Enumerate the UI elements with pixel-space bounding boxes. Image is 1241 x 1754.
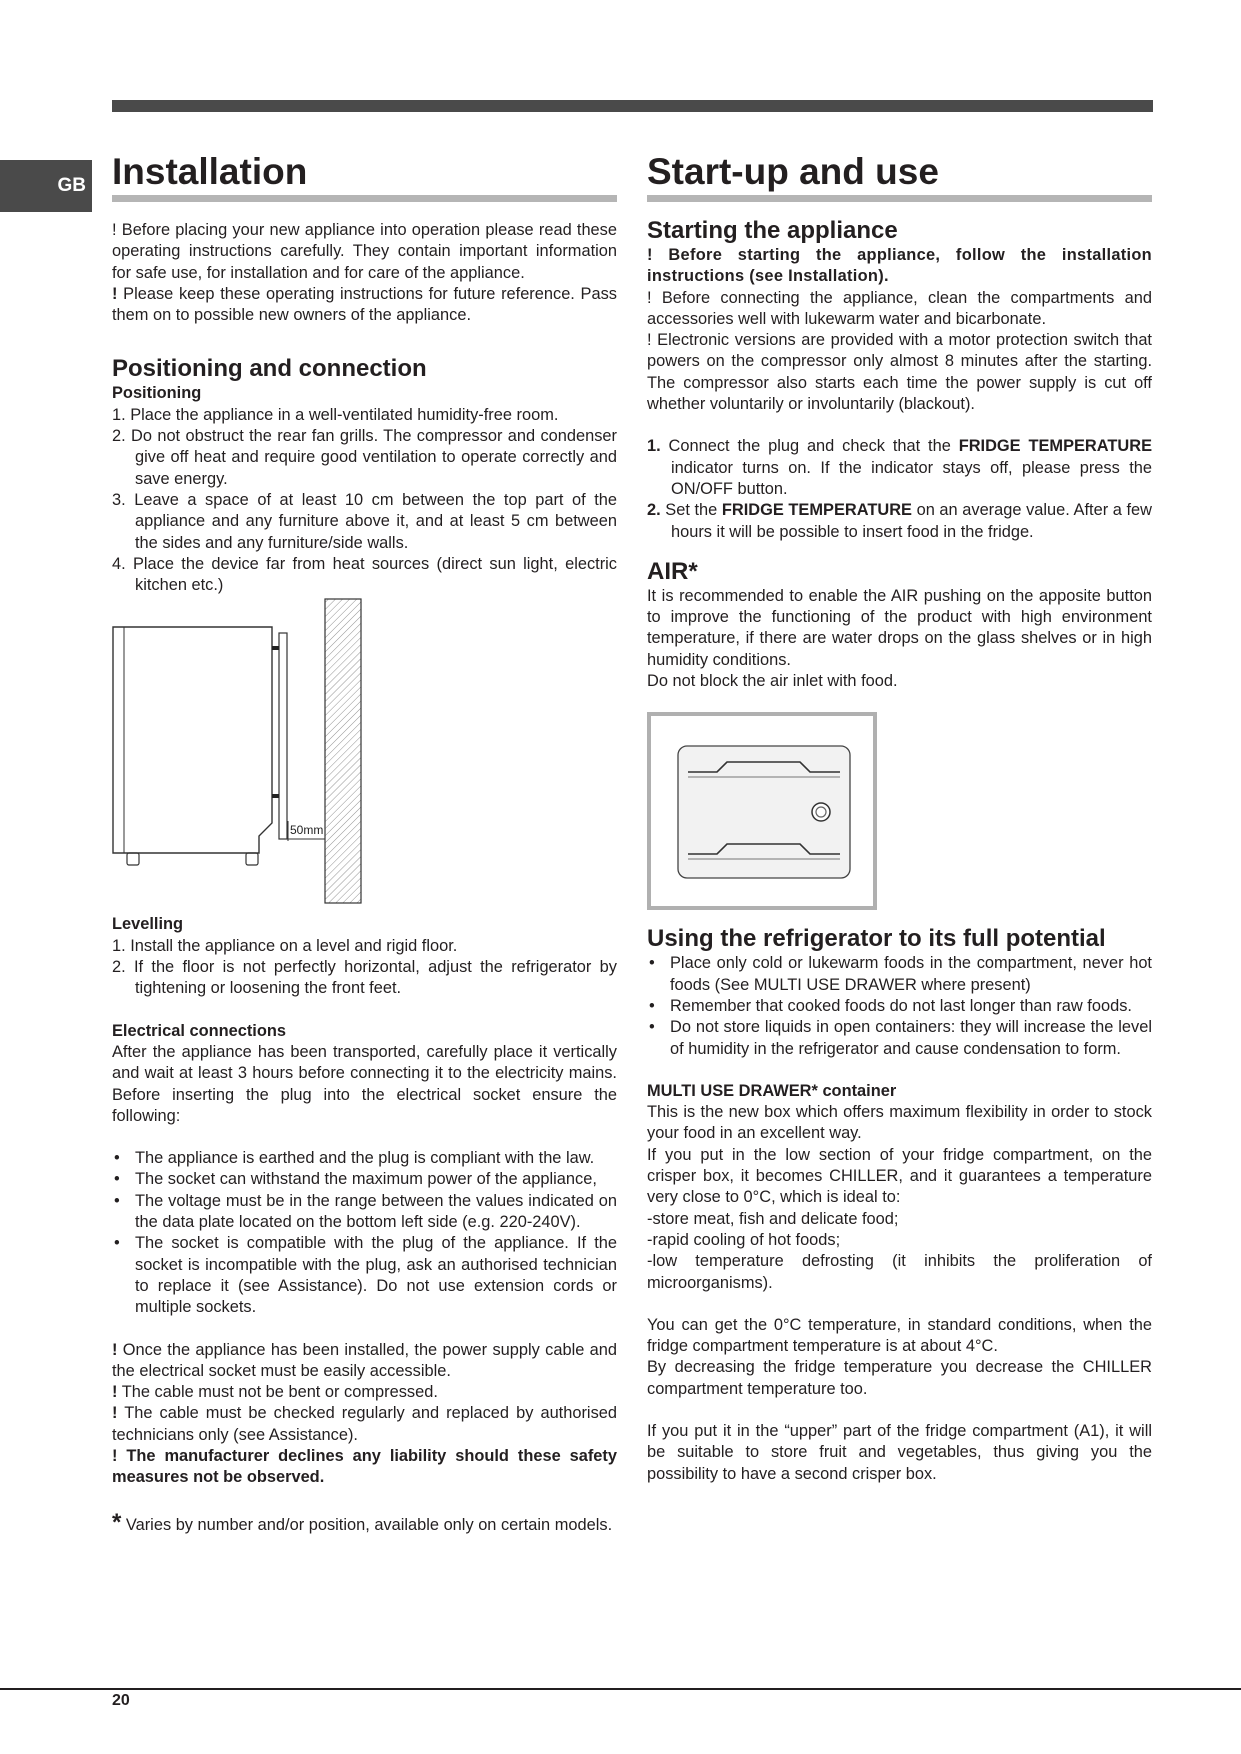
step-number: 1.: [647, 437, 661, 456]
positioning-list: [112, 405, 617, 597]
levelling-list: [112, 936, 617, 1000]
starting-paragraph-2: ! Electronic versions are provided with a motor protection switch that powers on the compressor only almost 8 minutes after the starting. The compressor also starts each time the power supply is cut off whether voluntarily or involuntarily (blackout).: [647, 331, 1152, 414]
multi-paragraph-7: By decreasing the fridge temperature you decrease the CHILLER compartment temperature too.: [647, 1358, 1152, 1398]
starting-bold-note: ! Before starting the appliance, follow the installation instructions (see Installation).: [647, 246, 1152, 286]
intro-paragraph-2: [112, 284, 617, 327]
installation-column: [112, 150, 617, 1536]
startup-column: [647, 150, 1152, 1485]
air-control-illustration: [647, 692, 1152, 924]
positioning-heading: Positioning and connection: [112, 355, 427, 383]
using-heading: Using the refrigerator to its full potential: [647, 925, 1106, 953]
asterisk-mark: *: [112, 1508, 122, 1536]
multi-paragraph-2: If you put in the low section of your fridge compartment, on the crisper box, it becomes CHILLER, and it guarantees a temperature very close to 0°C, which is ideal to:: [647, 1145, 1152, 1207]
warning-checked: [112, 1403, 617, 1446]
intro-2-text: Please keep these operating instructions for future reference. Pass them on to possible new owners of the appliance.: [112, 284, 617, 325]
step-2: [647, 500, 1152, 543]
multi-paragraph-4: -rapid cooling of hot foods;: [647, 1230, 841, 1249]
warning-mark: !: [112, 284, 118, 303]
step-text: Set the: [660, 501, 722, 520]
fridge-door: [279, 633, 287, 839]
step-number: 2.: [647, 501, 661, 520]
wall-shape: [325, 599, 361, 903]
list-item: 4. Place the device far from heat sources (direct sun light, electric kitchen etc.): [112, 554, 617, 595]
air-paragraph-1: It is recommended to enable the AIR pushing on the apposite button to improve the functioning of the product with high environment temperature, if there are water drops on the glass shelves or in high humidity conditions.: [647, 586, 1152, 669]
fridge-body: [113, 627, 272, 853]
electrical-subheading: Electrical connections: [112, 1021, 286, 1040]
electrical-checklist: [112, 1148, 617, 1318]
list-item: 2. Do not obstruct the rear fan grills. The compressor and condenser give off heat and require good ventilation to operate correctly and save energy.: [112, 427, 617, 488]
top-rule: [112, 100, 1153, 112]
air-paragraph-2: Do not block the air inlet with food.: [647, 672, 898, 691]
multi-paragraph-5: -low temperature defrosting (it inhibits the proliferation of microorganisms).: [647, 1252, 1152, 1292]
starting-heading: Starting the appliance: [647, 217, 898, 244]
warning-bent: [112, 1382, 617, 1403]
footnote-text: Varies by number and/or position, available only on certain models.: [121, 1515, 613, 1534]
page-number: 20: [112, 1692, 130, 1709]
hinge-top: [272, 646, 279, 650]
air-panel-drawing: [647, 692, 1152, 924]
warning-text: The cable must be checked regularly and replaced by authorised technicians only (see Assistance).: [112, 1404, 617, 1444]
step-emphasis: FRIDGE TEMPERATURE: [721, 501, 912, 520]
using-list: [647, 953, 1152, 1059]
list-item: • Place only cold or lukewarm foods in the compartment, never hot foods (See MULTI USE DRAWER where present): [647, 953, 1152, 996]
levelling-subheading: Levelling: [112, 915, 184, 934]
list-item: • The socket is compatible with the plug of the appliance. If the socket is incompatible with the plug, ask an authorised technician to replace it (see Assistance). Do not use extension cords or multiple sockets.: [112, 1233, 617, 1318]
positioning-subheading: Positioning: [112, 384, 202, 403]
multi-paragraph-8: If you put it in the “upper” part of the fridge compartment (A1), it will be suitable to store fruit and vegetables, thus giving you the possibility to have a second crisper box.: [647, 1421, 1152, 1483]
installation-title: Installation: [112, 150, 617, 202]
footer-rule: [0, 1688, 1241, 1690]
warning-text: The cable must not be bent or compressed.: [117, 1383, 438, 1402]
rear-foot: [246, 853, 258, 865]
liability-warning: ! The manufacturer declines any liability should these safety measures not be observed.: [112, 1446, 617, 1487]
list-item: 3. Leave a space of at least 10 cm between the top part of the appliance and any furniture above it, and at least 5 cm between the sides and any furniture/side walls.: [112, 490, 617, 552]
warning-mark: !: [112, 1404, 118, 1423]
warning-text: Once the appliance has been installed, the power supply cable and the electrical socket must be easily accessible.: [112, 1340, 617, 1380]
list-item: • Do not store liquids in open containers: they will increase the level of humidity in the refrigerator and cause condensation to form.: [647, 1017, 1152, 1060]
fridge-clearance-illustration: [112, 596, 617, 914]
warning-mark: !: [112, 1340, 118, 1359]
list-item: 2. If the floor is not perfectly horizontal, adjust the refrigerator by tightening or loosening the front feet.: [112, 958, 617, 998]
list-item: 1. Place the appliance in a well-ventilated humidity-free room.: [112, 405, 559, 424]
multi-paragraph-1: This is the new box which offers maximum flexibility in order to stock your food in an excellent way.: [647, 1103, 1152, 1143]
list-item: • Remember that cooked foods do not last longer than raw foods.: [647, 996, 1152, 1017]
step-text: on an average value. After a few hours it will be possible to insert food in the fridge.: [671, 501, 1152, 541]
air-button-icon: [812, 803, 830, 821]
clearance-diagram: [112, 596, 617, 914]
startup-title: Start-up and use: [647, 150, 1152, 202]
list-item: • The appliance is earthed and the plug is compliant with the law.: [112, 1148, 617, 1169]
warning-mark: !: [112, 1383, 118, 1402]
electrical-paragraph: After the appliance has been transported, carefully place it vertically and wait at least 3 hours before connecting it to the electricity mains. Before inserting the plug into the electrical socket ensure the following:: [112, 1042, 617, 1125]
list-item: 1. Install the appliance on a level and rigid floor.: [112, 936, 458, 955]
multi-drawer-subheading: MULTI USE DRAWER* container: [647, 1081, 897, 1100]
list-item: • The voltage must be in the range between the values indicated on the data plate located on the bottom left side (e.g. 220-240V).: [112, 1191, 617, 1234]
multi-paragraph-3: -store meat, fish and delicate food;: [647, 1209, 899, 1228]
step-text: indicator turns on. If the indicator stays off, please press the ON/OFF button.: [671, 458, 1152, 498]
front-foot: [127, 853, 139, 865]
language-tab: GB: [0, 160, 92, 212]
multi-paragraph-6: You can get the 0°C temperature, in standard conditions, when the fridge compartment temperature is at about 4°C.: [647, 1315, 1152, 1356]
hinge-bottom: [272, 794, 279, 798]
starting-paragraph-1: ! Before connecting the appliance, clean the compartments and accessories well with lukewarm water and bicarbonate.: [647, 288, 1152, 328]
list-item: • The socket can withstand the maximum power of the appliance,: [112, 1169, 617, 1190]
step-text: Connect the plug and check that the: [660, 437, 959, 456]
step-1: [647, 436, 1152, 500]
footnote: [112, 1508, 617, 1536]
clearance-label: 50mm: [290, 823, 324, 838]
intro-paragraph: ! Before placing your new appliance into operation please read these operating instructions carefully. They contain important information for safe use, for installation and for care of the appliance.: [112, 221, 617, 282]
step-emphasis: FRIDGE TEMPERATURE: [958, 437, 1153, 456]
warning-accessible: [112, 1340, 617, 1383]
air-heading: AIR*: [647, 557, 698, 585]
